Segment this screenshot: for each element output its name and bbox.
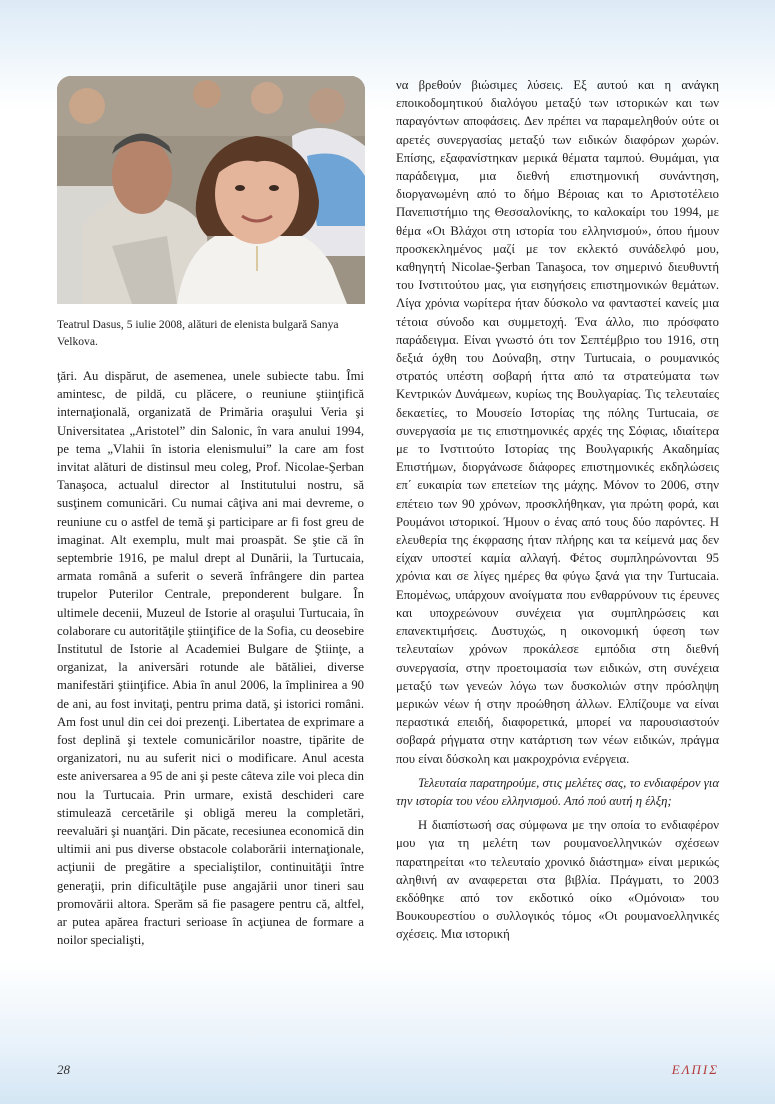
left-column [57,367,364,950]
photo [57,76,365,304]
photo-illustration [57,76,365,304]
journal-name: ΕΛΠΙΣ [671,1062,719,1077]
right-column [396,76,719,944]
interview-question: Τελευταία παρατηρούμε, στις μελέτες σας, το ενδιαφέρον για την ιστορία του νέου ελληνισμού. Από πού αυτή η έλξη; [396,775,719,808]
left-column-text: ţări. Au dispărut, de asemenea, unele subiecte tabu. Îmi amintesc, de pildă, cu plăcere, o reuniune ştiinţifică internaţională, organizată de Primăria oraşului Veria şi Universitatea „Aristotel” din Salonic, în vara anului 1994, pe tema „Vlahii în istoria elenismului” la care am fost invitat alături de distinsul meu coleg, Prof. Nicolae-Şerban Tanaşoca, actualul director al Institutului nostru, să susţinem comunicări. Cu numai câţiva ani mai devreme, o reuniune cu o astfel de temă şi participare ar fi fost greu de imaginat. Alt exemplu, mult mai proaspăt. Se ştie că în septembrie 1916, pe malul drept al Dunării, la Turtucaia, armata română a suferit o severă înfrângere din partea trupelor Puterilor Centrale, preponderent bulgare. În ultimele decenii, Muzeul de Istorie al oraşului Turtucaia, în colaborare cu autorităţile ştiinţifice de la Sofia, cu deosebire Institutul de Istorie al Academiei Bulgare de Ştiinţe, a organizat, la aniversări rotunde ale bătăliei, diverse manifestări ştiinţifice. Abia în anul 2006, la împlinirea a 90 de ani, au fost invitaţi, pentru prima dată, şi istorici români. Am fost unul din cei doi prezenţi. Libertatea de exprimare a fost deplină şi textele comunicărilor noastre, tipărite de organizatori, nu au suferit nici o modificare. Anul acesta este aniversarea a 95 de ani şi peste câteva zile voi pleca din nou la Turtucaia. Prin urmare, există deschideri care stimulează cercetările şi obligă mereu la completări, reevaluări şi nuanţări. Din păcate, recesiunea economică din ultimii ani pus diverse obstacole colaborării internaţionale, acţiunii de pregătire a specialiştilor, continuităţii între generaţii, prin dificultăţile puse angajării unor tineri sau promovării altora. Sperăm să fie pasagere pentru că, altfel, ar putea apărea fracturi serioase în acţiunea de formare a noilor specialişti, [57,369,364,948]
page-number: 28 [57,1062,70,1077]
photo-caption: Teatrul Dasus, 5 iulie 2008, alături de elenista bulgară Sanya Velkova. [57,318,339,348]
right-paragraph-2: Η διαπίστωσή σας σύμφωνα με την οποία το ενδιαφέρον μου για τη μελέτη των ρουμανοελληνικών σχέσεων παρατηρείται «το τελευταίο χρονικό διάστημα» είναι μερικώς αληθινή αν αναφερεται στα βιβλία. Πράγματι, το 2003 εκδόθηκε από τον εκδοτικό οίκο «Ομόνοια» του Βουκουρεστίου ο συλλογικός τόμος «Οι ρουμανοελληνικές σχέσεις. Μια ιστορική [396,818,719,942]
right-paragraph-1: να βρεθούν βιώσιμες λύσεις. Εξ αυτού και η ανάγκη εποικοδομητικού διαλόγου μεταξύ των ιστορικών και των παραγόντων αποφάσεις. Δεν πρέπει να παραμεληθούν ούτε οι αρετές συνεργασίας μεταξύ των ειδικών διαφόρων χωρών. Επίσης, εξαφανίστηκαν μερικά θέματα ταμπού. Θυμάμαι, για παράδειγμα, μια διεθνή επιστημονική συνάντηση, διοργανωμένη από το δήμο Βέροιας και το Αριστοτέλειο Πανεπιστήμιο της Θεσσαλονίκης, το καλοκαίρι του 1994, με θέμα «Οι Βλάχοι στη ιστορία του ελληνισμού», όπου ήμουν προσκεκλημένος μαζί με τον εκλεκτό συνάδελφό μου, καθηγητή Nicolae-Şerban Tanaşoca, τον σημερινό διευθυντή του Ινστιτούτου μας, για εισηγήσεις επιστημονικών θεμάτων. Λίγα χρόνια νωρίτερα ήταν δύσκολο να φανταστεί κανείς μια τέτοια σύνοδο και συμμετοχή. Ένα άλλο, πιο πρόσφατο παράδειγμα. Είναι γνωστό ότι τον Σεπτέμβριο του 1916, στη δεξιά όχθη του Δούναβη, στην Turtucaia, ο ρουμανικός στρατός υπέστη σοβαρή ήττα από τα στρατεύματα των Κεντρικών Δυνάμεων, κυρίως της Βουλγαρίας. Τις τελευταίες δεκαετίες, το Μουσείο Ιστορίας της πόλης Turtucaia, σε συνεργασία με τις επιστημονικές αρχές της Σόφιας, ιδιαίτερα με το Ινστιτούτο Ιστορίας της Βουλγαρικής Ακαδημίας Επιστήμων, διοργάνωσε διάφορες επιστημονικές εκδηλώσεις επ΄ ευκαιρία των επετείων της μάχης. Μόνον το 2006, στην επέτειο των 90 χρόνων, προσκλήθηκαν, για πρώτη φορά, και Ρουμάνοι ιστορικοί. Ήμουν ο ένας από τους δύο παρόντες. Η ελευθερία της έκφρασης ήταν πλήρης και τα κείμενά μας δεν είχαν υποστεί καμία αλλαγή. Φέτος συμπληρώνονται 95 χρόνια και σε λίγες ημέρες θα φύγω ξανά για την Turtucaia. Επομένως, υπάρχουν ανοίγματα που ενθαρρύνουν τις έρευνες και υποχρεώνουν συνέχεια για συμπληρώσεις και επανεκτιμήσεις. Δυστυχώς, η οικονομική ύφεση των τελευταίων χρόνων προκάλεσε εμπόδια στη διεθνή συνεργασία, στην προετοιμασία των ειδικών, στη συνέχεια μεταξύ των γενεών λόγω των δυσκολιών στην πρόσληψη μερικών νέων ή στην προώθηση άλλων. Ελπίζουμε να είναι περαστικά επειδή, διαφορετικά, μπορεί να παρουσιαστούν σοβαρά ρήγματα στην κατάρτιση των νέων ειδικών, πράγμα που είναι δύσκολη και μακροχρόνια ενέργεια. [396,78,719,766]
